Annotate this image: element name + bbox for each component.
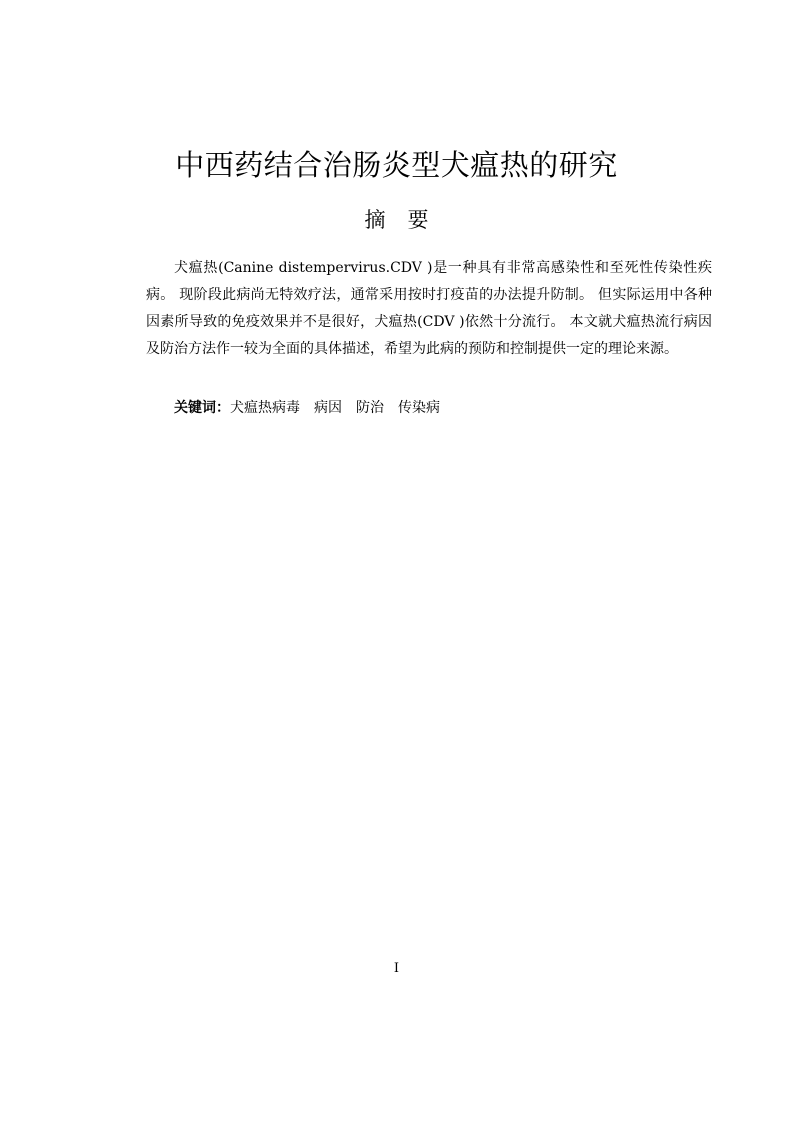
keywords-text: 犬瘟热病毒 病因 防治 传染病 xyxy=(230,400,440,416)
abstract-paragraph: 犬瘟热(Canine distempervirus.CDV )是一种具有非常高感染性和至死性传染性疾病。 现阶段此病尚无特效疗法，通常采用按时打疫苗的办法提升防制。 但实际运用中各种因素所导致的免疫效果并不是很好，犬瘟热(CDV )依然十分流行。 本文就犬瘟热流行病因及防治方法作一较为全面的具体描述，希望为此病的预防和控制提供一定的理论来源。 xyxy=(146,260,712,357)
abstract-heading-part2: 要 xyxy=(407,208,429,232)
abstract-heading-part1: 摘 xyxy=(364,208,386,232)
abstract-heading xyxy=(0,205,793,235)
document-title: 中西药结合治肠炎型犬瘟热的研究 xyxy=(175,148,618,182)
keywords-label: 关键词： xyxy=(174,400,230,416)
page-number: I xyxy=(393,961,400,976)
keywords-line xyxy=(174,396,714,420)
